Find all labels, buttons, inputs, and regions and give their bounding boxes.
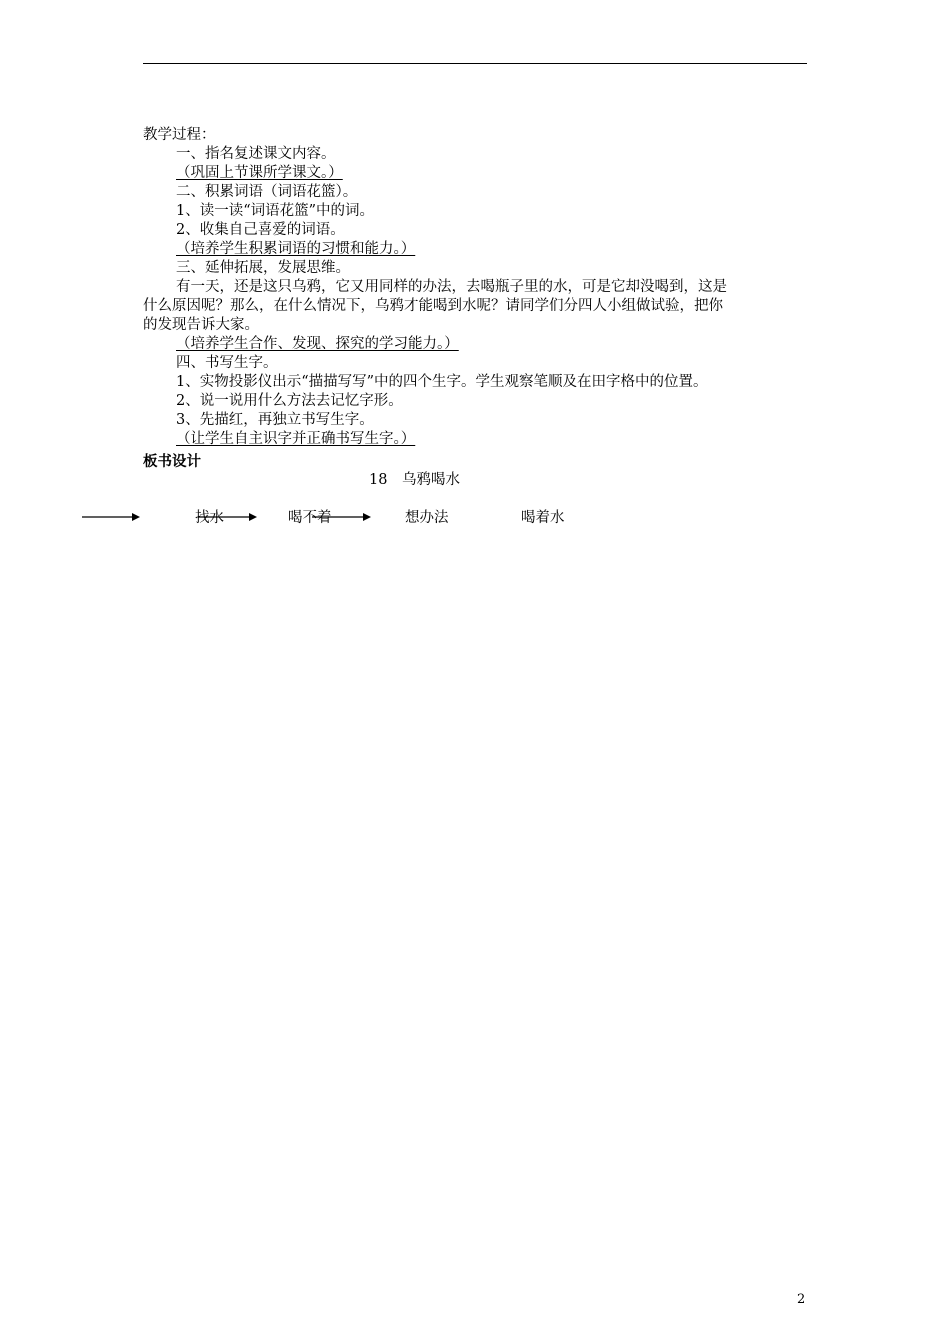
board-arrow-2: [312, 512, 372, 522]
board-step-drank-water: 喝着水: [521, 510, 565, 526]
text-line: 一、指名复述课文内容。: [176, 146, 336, 162]
text-line: 2、说一说用什么方法去记忆字形。: [176, 393, 403, 409]
board-heading: 板书设计: [143, 454, 201, 470]
text-line: 教学过程：: [143, 127, 216, 143]
text-line: （让学生自主识字并正确书写生字。）: [176, 431, 416, 447]
header-rule: [143, 63, 807, 64]
text-line: 什么原因呢？那么，在什么情况下，乌鸦才能喝到水呢？请同学们分四人小组做试验，把你: [143, 298, 723, 314]
text-line: （培养学生合作、发现、探究的学习能力。）: [176, 336, 459, 352]
text-line: 1、读一读“词语花篮”中的词。: [176, 203, 375, 219]
board-step-cannot-drink: 喝不着: [288, 510, 332, 526]
board-step-think-method: 想办法: [405, 510, 449, 526]
board-arrow-1: [198, 512, 258, 522]
board-title: 18 乌鸦喝水: [369, 472, 460, 488]
text-line: 1、实物投影仪出示“描描写写”中的四个生字。学生观察笔顺及在田字格中的位置。: [176, 374, 708, 390]
text-line: 二、积累词语（词语花篮）。: [176, 184, 358, 200]
text-line: 有一天，还是这只乌鸦，它又用同样的办法，去喝瓶子里的水，可是它却没喝到，这是: [176, 279, 727, 295]
board-step-find-water: 找水: [195, 510, 224, 526]
text-line: 的发现告诉大家。: [143, 317, 259, 333]
text-line: 2、收集自己喜爱的词语。: [176, 222, 345, 238]
text-line: 四、书写生字。: [176, 355, 278, 371]
text-line: 3、先描红，再独立书写生字。: [176, 412, 374, 428]
text-line: 三、延伸拓展，发展思维。: [176, 260, 350, 276]
text-line: （巩固上节课所学课文。）: [176, 165, 343, 181]
text-line: （培养学生积累词语的习惯和能力。）: [176, 241, 416, 257]
page-number: 2: [797, 1292, 806, 1307]
board-arrow-left: [82, 512, 142, 522]
